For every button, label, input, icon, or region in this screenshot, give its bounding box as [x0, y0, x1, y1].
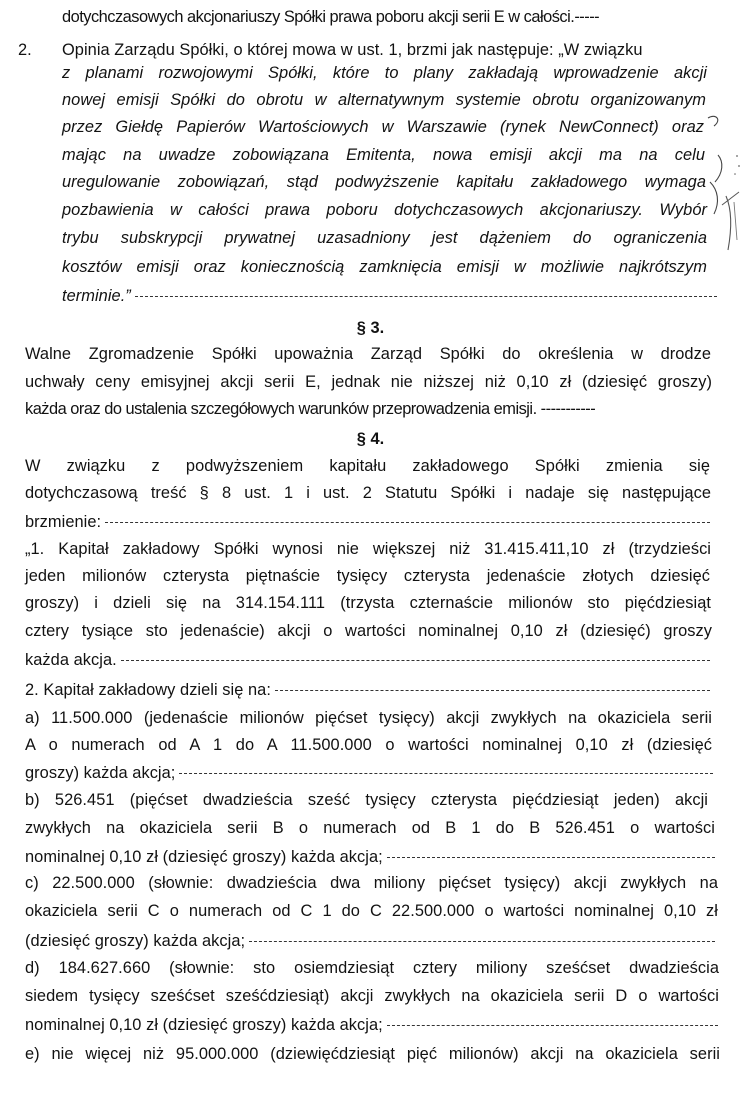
- text-line: [25, 680, 710, 700]
- text-line: a) 11.500.000 (jedenaście milionów pięćset tysięcy) akcji zwykłych na okaziciela serii: [25, 709, 712, 727]
- text-line: W związku z podwyższeniem kapitału zakładowego Spółki zmienia się: [25, 457, 710, 475]
- dash-filler: [249, 941, 715, 942]
- quoted-opinion-line: uregulowanie zobowiązań, stąd podwyższenie kapitału zakładowego wymaga: [62, 173, 706, 191]
- text-line: groszy) i dzieli się na 314.154.111 (trzysta czternaście milionów sto pięćdziesiąt: [25, 594, 711, 612]
- text-line: c) 22.500.000 (słownie: dwadzieścia dwa miliony pięćset tysięcy) akcji zwykłych na: [25, 874, 718, 892]
- margin-pen-mark: [706, 110, 741, 260]
- text-line: dotychczasowych akcjonariuszy Spółki prawa poboru akcji serii E w całości.-----: [62, 8, 600, 26]
- dash-filler: [387, 1025, 718, 1026]
- text-fragment: (dziesięć groszy) każda akcja;: [25, 932, 246, 950]
- quoted-opinion-line: [62, 286, 717, 306]
- text-fragment: groszy) każda akcja;: [25, 764, 176, 782]
- quoted-opinion-line: trybu subskrypcji prywatnej uzasadniony jest dążeniem do ograniczenia: [62, 229, 707, 247]
- quoted-opinion-line: kosztów emisji oraz koniecznością zamknięcia emisji w możliwie najkrótszym: [62, 258, 707, 276]
- text-line: e) nie więcej niż 95.000.000 (dziewięćdziesiąt pięć milionów) akcji na okaziciela serii: [25, 1045, 720, 1063]
- text-fragment: nominalnej 0,10 zł (dziesięć groszy) każda akcja;: [25, 1016, 383, 1034]
- text-line: okaziciela serii C o numerach od C 1 do C 22.500.000 o wartości nominalnej 0,10 zł: [25, 902, 718, 920]
- text-line: [25, 1015, 718, 1035]
- text-line: cztery tysiące sto jedenaście) akcji o wartości nominalnej 0,10 zł (dziesięć) groszy: [25, 622, 712, 640]
- text-line: każda oraz do ustalenia szczegółowych warunków przeprowadzenia emisji. -----------: [25, 400, 596, 418]
- dash-filler: [105, 522, 710, 523]
- dash-filler: [135, 296, 717, 297]
- dash-filler: [275, 690, 710, 691]
- text-line: [62, 40, 643, 60]
- item-number: 2.: [18, 41, 32, 59]
- text-fragment: nominalnej 0,10 zł (dziesięć groszy) każda akcja;: [25, 848, 383, 866]
- text-line: [25, 847, 715, 867]
- quoted-opinion-line: przez Giełdę Papierów Wartościowych w Warszawie (rynek NewConnect) oraz: [62, 118, 704, 136]
- text-line: A o numerach od A 1 do A 11.500.000 o wartości nominalnej 0,10 zł (dziesięć: [25, 736, 712, 754]
- text-line: d) 184.627.660 (słownie: sto osiemdziesiąt cztery miliony sześćset dwadzieścia: [25, 959, 719, 977]
- quoted-opinion-line: pozbawienia w całości prawa poboru dotychczasowych akcjonariuszy. Wybór: [62, 201, 707, 219]
- quoted-opinion-line: z planami rozwojowymi Spółki, które to plany zakładają wprowadzenie akcji: [62, 64, 707, 82]
- text-fragment: brzmienie:: [25, 513, 102, 531]
- section-heading: § 3.: [356, 319, 385, 337]
- quoted-opinion-line: nowej emisji Spółki do obrotu w alternatywnym systemie obrotu organizowanym: [62, 91, 706, 109]
- text-line: [25, 650, 710, 670]
- text-line: dotychczasową treść § 8 ust. 1 i ust. 2 Statutu Spółki i nadaje się następujące: [25, 484, 711, 502]
- text-line: zwykłych na okaziciela serii B o numerach od B 1 do B 526.451 o wartości: [25, 819, 715, 837]
- text-line: jeden milionów czterysta piętnaście tysięcy czterysta jedenaście złotych dziesięć: [25, 567, 710, 585]
- text-line: uchwały ceny emisyjnej akcji serii E, jednak nie niższej niż 0,10 zł (dziesięć groszy): [25, 373, 712, 391]
- text-fragment: Opinia Zarządu Spółki, o której mowa w ust. 1, brzmi jak następuje: „W związku: [62, 41, 643, 59]
- text-fragment: terminie.”: [62, 287, 131, 305]
- text-line: siedem tysięcy sześćset sześćdziesiąt) akcji zwykłych na okaziciela serii D o wartości: [25, 987, 719, 1005]
- section-heading: § 4.: [356, 430, 385, 448]
- dash-filler: [179, 773, 713, 774]
- text-line: b) 526.451 (pięćset dwadzieścia sześć tysięcy czterysta pięćdziesiąt jeden) akcji: [25, 791, 708, 809]
- dash-filler: [121, 660, 710, 661]
- quoted-opinion-line: mając na uwadze zobowiązana Emitenta, nowa emisji akcji ma na celu: [62, 146, 705, 164]
- text-line: [25, 512, 710, 532]
- text-line: Walne Zgromadzenie Spółki upoważnia Zarząd Spółki do określenia w drodze: [25, 345, 711, 363]
- text-line: „1. Kapitał zakładowy Spółki wynosi nie większej niż 31.415.411,10 zł (trzydzieści: [25, 540, 711, 558]
- text-fragment: każda akcja.: [25, 651, 117, 669]
- text-line: [25, 763, 713, 783]
- text-fragment: 2. Kapitał zakładowy dzieli się na:: [25, 681, 271, 699]
- dash-filler: [387, 857, 715, 858]
- text-line: [25, 931, 715, 951]
